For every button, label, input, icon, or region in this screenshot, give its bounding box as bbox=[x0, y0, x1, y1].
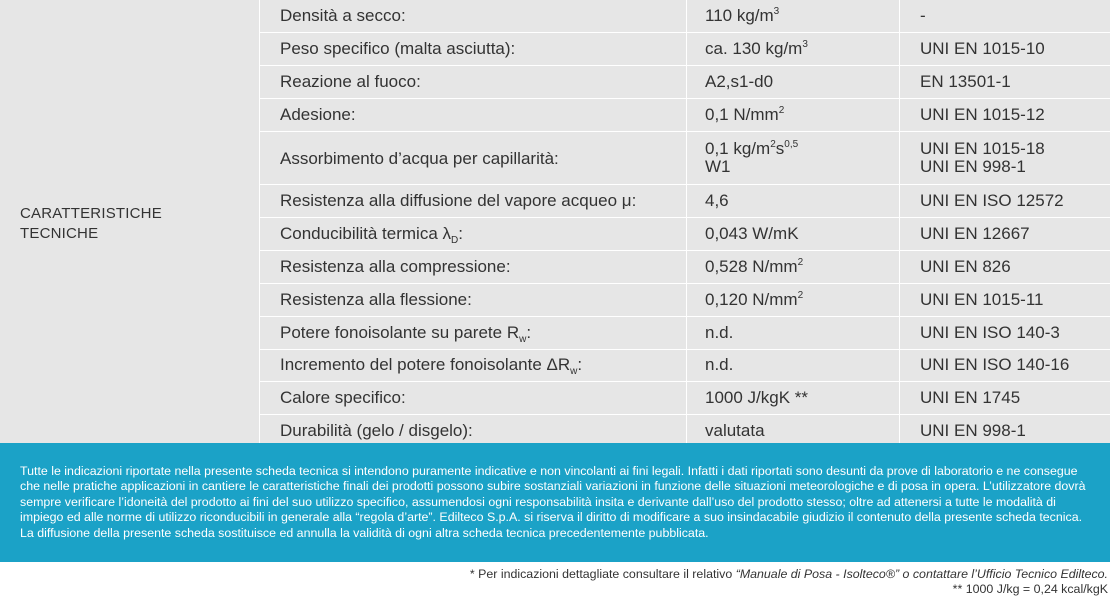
value-line2: W1 bbox=[705, 157, 731, 177]
value-sup: 3 bbox=[773, 6, 780, 18]
property-cell: Adesione: bbox=[260, 99, 687, 132]
value-cell bbox=[687, 132, 900, 185]
table-row bbox=[260, 0, 1110, 33]
section-label-line2: TECNICHE bbox=[20, 225, 99, 242]
table-row bbox=[260, 283, 1110, 316]
property-cell bbox=[260, 316, 687, 349]
norm-cell: UNI EN ISO 140-3 bbox=[900, 316, 1110, 349]
norm-cell: UNI EN 1745 bbox=[900, 382, 1110, 415]
property-cell bbox=[260, 217, 687, 250]
norm-cell bbox=[900, 132, 1110, 185]
footnote-1 bbox=[470, 567, 1108, 582]
value-cell: n.d. bbox=[687, 316, 900, 349]
value-cell: 0,043 W/mK bbox=[687, 217, 900, 250]
value-text: 110 kg/m bbox=[705, 6, 774, 26]
property-cell: Assorbimento d’acqua per capillarità: bbox=[260, 132, 687, 185]
property-cell: Resistenza alla flessione: bbox=[260, 283, 687, 316]
property-cell: Calore specifico: bbox=[260, 382, 687, 415]
value-sup: 2 bbox=[797, 289, 804, 301]
norm-cell: UNI EN ISO 12572 bbox=[900, 185, 1110, 218]
value-mid: s bbox=[775, 139, 785, 159]
section-label-cell bbox=[0, 0, 258, 443]
table-row bbox=[260, 33, 1110, 66]
disclaimer-text: Tutte le indicazioni riportate nella presente scheda tecnica si intendono puramente indicative e non vincolanti ai fini legali. Infatti i dati riportati sono desunti da prove di laboratorio e ne consegue che nelle pratiche applicazioni in cantiere le caratteristiche finali dei prodotti possono subire sostanziali variazioni in funzione delle situazioni meteorologiche e di posa in opera. L’utilizzatore dovrà sempre verificare l’idoneità del prodotto ai fini del suo utilizzo specifico, assumendosi ogni responsabilità insita e derivante dall’uso del prodotto stesso; oltre ad attenersi a tutte le modalità di impiego ed alle norme di utilizzo riconducibili in generale alla “regola d’arte”. Edilteco S.p.A. si riserva il diritto di modificare a suo insindacabile giudizio il contenuto della presente scheda tecnica. La diffusione della presente scheda sostituisce ed annulla la validità di ogni altra scheda tecnica precedentemente pubblicata. bbox=[20, 464, 1086, 540]
table-row bbox=[260, 217, 1110, 250]
property-cell bbox=[260, 349, 687, 382]
table-row bbox=[260, 349, 1110, 382]
table-row bbox=[260, 250, 1110, 283]
norm-cell: UNI EN 1015-12 bbox=[900, 99, 1110, 132]
property-sub: D bbox=[451, 234, 459, 246]
property-cell: Reazione al fuoco: bbox=[260, 66, 687, 99]
value-text: 0,528 N/mm bbox=[705, 256, 798, 276]
table-row bbox=[260, 316, 1110, 349]
value-cell bbox=[687, 250, 900, 283]
section-label-line1: CARATTERISTICHE bbox=[20, 205, 162, 222]
property-tail: : bbox=[526, 322, 532, 342]
value-sup: 2 bbox=[770, 139, 776, 151]
property-tail: : bbox=[577, 355, 583, 375]
property-text: Conducibilità termica λ bbox=[280, 223, 452, 243]
norm-cell: UNI EN 1015-11 bbox=[900, 283, 1110, 316]
value-cell bbox=[687, 33, 900, 66]
property-sub: w bbox=[519, 333, 527, 345]
property-text: Incremento del potere fonoisolante ΔR bbox=[280, 355, 571, 375]
value-cell: n.d. bbox=[687, 349, 900, 382]
value-cell bbox=[687, 0, 900, 33]
property-sub: w bbox=[570, 366, 578, 378]
value-sup: 3 bbox=[802, 39, 808, 51]
value-sup2: 0,5 bbox=[784, 139, 799, 151]
section-label bbox=[20, 204, 162, 244]
value-text: ca. 130 kg/m bbox=[705, 39, 803, 59]
norm-line2: UNI EN 998-1 bbox=[920, 157, 1026, 177]
footnotes bbox=[470, 567, 1108, 597]
norm-cell: UNI EN 998-1 bbox=[900, 415, 1110, 448]
value-sup: 2 bbox=[778, 105, 785, 117]
norm-cell: UNI EN 12667 bbox=[900, 217, 1110, 250]
value-line1 bbox=[705, 140, 899, 158]
table-row bbox=[260, 185, 1110, 218]
property-cell: Resistenza alla compressione: bbox=[260, 250, 687, 283]
value-sup: 2 bbox=[797, 256, 804, 268]
table-row bbox=[260, 99, 1110, 132]
norm-cell: EN 13501-1 bbox=[900, 66, 1110, 99]
footnote-1-italic: “Manuale di Posa - Isolteco®” o contattare l’Ufficio Tecnico Edilteco. bbox=[735, 567, 1108, 581]
norm-cell: UNI EN 826 bbox=[900, 250, 1110, 283]
property-tail: : bbox=[458, 223, 463, 243]
table-row bbox=[260, 382, 1110, 415]
value-cell bbox=[687, 283, 900, 316]
property-cell: Densità a secco: bbox=[260, 0, 687, 33]
value-cell: 1000 J/kgK ** bbox=[687, 382, 900, 415]
norm-cell: UNI EN ISO 140-16 bbox=[900, 349, 1110, 382]
norm-line1: UNI EN 1015-18 bbox=[920, 139, 1045, 159]
property-cell: Peso specifico (malta asciutta): bbox=[260, 33, 687, 66]
footnote-2: ** 1000 J/kg = 0,24 kcal/kgK bbox=[952, 582, 1108, 596]
disclaimer-box bbox=[0, 443, 1110, 562]
value-cell bbox=[687, 99, 900, 132]
property-text: Potere fonoisolante su parete R bbox=[280, 322, 520, 342]
footnote-1-prefix: * Per indicazioni dettagliate consultare il relativo bbox=[469, 567, 736, 581]
value-text: 0,1 N/mm bbox=[705, 105, 779, 125]
table-row bbox=[260, 66, 1110, 99]
property-cell: Resistenza alla diffusione del vapore acqueo μ: bbox=[260, 185, 687, 218]
properties-table bbox=[259, 0, 1110, 448]
value-cell: 4,6 bbox=[687, 185, 900, 218]
value-text: 0,120 N/mm bbox=[705, 289, 798, 309]
table-row bbox=[260, 132, 1110, 185]
value-cell: valutata bbox=[687, 415, 900, 448]
norm-cell: - bbox=[900, 0, 1110, 33]
property-cell: Durabilità (gelo / disgelo): bbox=[260, 415, 687, 448]
value-cell: A2,s1-d0 bbox=[687, 66, 900, 99]
value-text: 0,1 kg/m bbox=[705, 139, 771, 159]
norm-cell: UNI EN 1015-10 bbox=[900, 33, 1110, 66]
